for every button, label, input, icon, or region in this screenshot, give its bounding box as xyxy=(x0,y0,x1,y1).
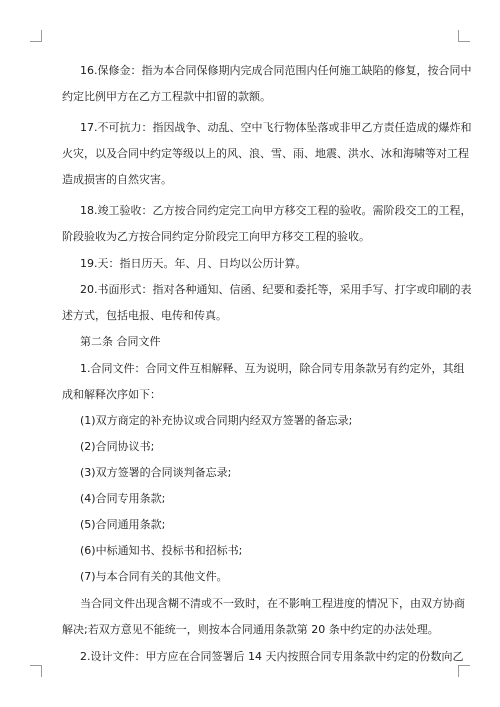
contract-docs-line-1: 1.合同文件：合同文件互相解释、互为说明，除合同专用条款另有约定外，其组 xyxy=(80,362,465,375)
priority-item-4: (4)合同专用条款; xyxy=(80,492,166,505)
clause-17-line-2: 火灾，以及合同中约定等级以上的风、浪、雪、雨、地震、洪水、冰和海啸等对工程 xyxy=(62,147,469,160)
crop-mark-top-left xyxy=(30,30,42,42)
clause-19-line-1: 19.天：指日历天。年、月、日均以公历计算。 xyxy=(80,257,307,270)
article-2-heading: 第二条 合同文件 xyxy=(80,335,161,348)
clause-18-line-2: 阶段验收为乙方按合同约定分阶段完工向甲方移交工程的验收。 xyxy=(62,230,370,243)
clause-16-line-2: 约定比例甲方在乙方工程款中扣留的款额。 xyxy=(62,90,271,103)
clause-20-line-2: 述方式，包括电报、电传和传真。 xyxy=(62,309,227,322)
clause-16-line-1: 16.保修金：指为本合同保修期内完成合同范围内任何施工缺陷的修复，按合同中 xyxy=(80,64,472,77)
clause-20-line-1: 20.书面形式：指对各种通知、信函、纪要和委托等，采用手写、打字或印刷的表 xyxy=(80,283,472,296)
crop-mark-bottom-right xyxy=(458,665,470,677)
crop-mark-top-right xyxy=(458,30,470,42)
clause-17-line-1: 17.不可抗力：指因战争、动乱、空中飞行物体坠落或非甲乙方责任造成的爆炸和 xyxy=(80,121,472,134)
contract-docs-line-2: 成和解释次序如下： xyxy=(62,388,161,401)
design-docs-line-1: 2.设计文件：甲方应在合同签署后 14 天内按照合同专用条款中约定的份数向乙 xyxy=(80,650,464,663)
priority-item-2: (2)合同协议书; xyxy=(80,440,155,453)
priority-item-3: (3)双方签署的合同谈判备忘录; xyxy=(80,466,232,479)
ambiguity-line-1: 当合同文件出现含糊不清或不一致时，在不影响工程进度的情况下，由双方协商 xyxy=(80,597,465,610)
clause-18-line-1: 18.竣工验收：乙方按合同约定完工向甲方移交工程的验收。需阶段交工的工程， xyxy=(80,204,472,217)
clause-17-line-3: 造成损害的自然灾害。 xyxy=(62,173,172,186)
priority-item-1: (1)双方商定的补充协议或合同期内经双方签署的备忘录; xyxy=(80,414,353,427)
crop-mark-bottom-left xyxy=(30,665,42,677)
priority-item-5: (5)合同通用条款; xyxy=(80,518,166,531)
priority-item-7: (7)与本合同有关的其他文件。 xyxy=(80,570,228,583)
priority-item-6: (6)中标通知书、投标书和招标书; xyxy=(80,544,243,557)
ambiguity-line-2: 解决;若双方意见不能统一，则按本合同通用条款第 20 条中约定的办法处理。 xyxy=(62,623,439,636)
